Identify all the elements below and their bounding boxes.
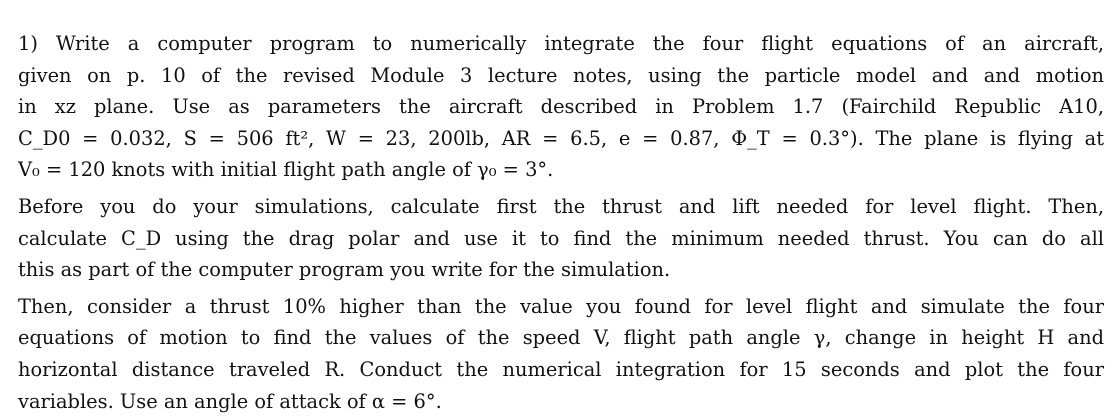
text-line: equations of motion to find the values of the speed V, flight path angle γ, change in height H and: [18, 326, 1104, 350]
text-line: Then, consider a thrust 10% higher than the value you found for level flight and simulate the four: [18, 294, 1104, 318]
paragraph-3: [18, 291, 1104, 417]
text-line: calculate C_D using the drag polar and use it to find the minimum needed thrust. You can do all: [18, 226, 1104, 250]
text-line: C_D0 = 0.032, S = 506 ft², W = 23, 200lb, AR = 6.5, e = 0.87, Φ_T = 0.3°). The plane is flying at: [18, 126, 1104, 150]
text-line: this as part of the computer program you write for the simulation.: [18, 258, 671, 282]
text-line: given on p. 10 of the revised Module 3 lecture notes, using the particle model and and motion: [18, 63, 1104, 87]
text-line: 1) Write a computer program to numerically integrate the four flight equations of an aircraft,: [18, 32, 1104, 55]
text-line: variables. Use an angle of attack of α = 6°.: [18, 389, 442, 413]
text-line: in xz plane. Use as parameters the aircraft described in Problem 1.7 (Fairchild Republic A10,: [18, 95, 1104, 119]
text-line: V₀ = 120 knots with initial flight path angle of γ₀ = 3°.: [18, 158, 554, 182]
paragraph-2: [18, 191, 1104, 286]
text-line: Before you do your simulations, calculate first the thrust and lift needed for level flight. Then,: [18, 194, 1104, 218]
text-line: horizontal distance traveled R. Conduct the numerical integration for 15 seconds and plot the four: [18, 357, 1104, 381]
problem-text: [18, 28, 1104, 417]
paragraph-1: [18, 28, 1104, 186]
